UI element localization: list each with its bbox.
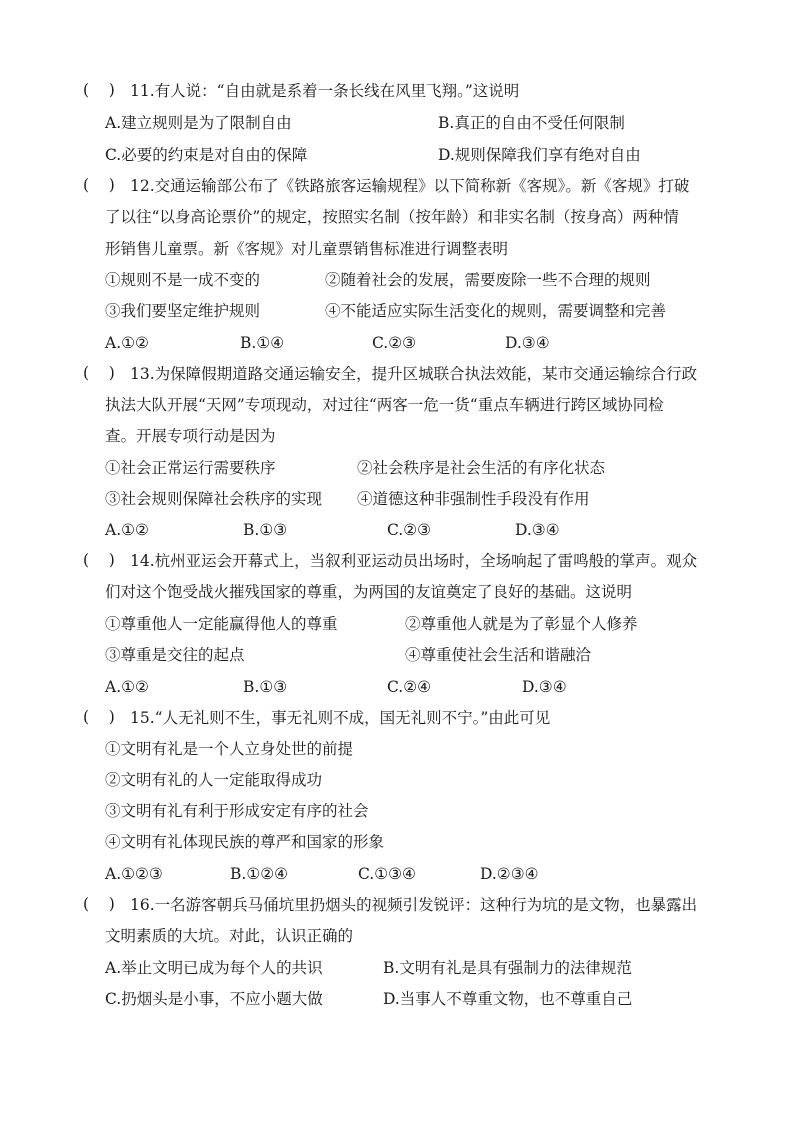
answer-paren: ( ) (83, 895, 115, 913)
option-a: A.建立规则是为了限制自由 (105, 114, 292, 132)
option-b: B.①③ (243, 521, 288, 539)
question-stem: 13.为保障假期道路交通运输安全，提升区城联合执法效能，某市交通运输综合行政 (130, 365, 698, 383)
answer-paren: ( ) (83, 364, 115, 382)
statement-1: ①尊重他人一定能赢得他人的尊重 (105, 615, 338, 633)
option-b: B.真正的自由不受任何限制 (438, 114, 625, 132)
option-b: B.①③ (243, 678, 288, 696)
option-a: A.举止文明已成为每个人的共识 (105, 959, 323, 977)
question-stem: 执法大队开展“天网”专项现动，对过往“两客一危一货“重点车辆进行跨区域协同检 (105, 396, 664, 414)
question-stem: 16.一名游客朝兵马俑坑里扔烟头的视频引发锐评：这种行为坑的是文物，也暴露出 (130, 896, 698, 914)
answer-paren: ( ) (83, 708, 115, 726)
option-c: C.②③ (387, 521, 432, 539)
question-stem: 14.杭州亚运会开幕式上，当叙利亚运动员出场时，全场响起了雷鸣般的掌声。观众 (130, 552, 698, 570)
option-a: A.①② (105, 334, 149, 352)
statement-3: ③社会规则保障社会秩序的实现 (105, 490, 323, 508)
statement-2: ②尊重他人就是为了彰显个人修养 (405, 615, 638, 633)
statement-2: ②随着社会的发展，需要废除一些不合理的规则 (325, 271, 651, 289)
question-stem: 12.交通运输部公布了《铁路旅客运输规程》以下简称新《客规》。新《客规》打破 (130, 177, 690, 195)
option-a: A.①②③ (105, 865, 163, 883)
statement-4: ④文明有礼体现民族的尊严和国家的形象 (105, 833, 385, 851)
question-stem: 形销售儿童票。新《客规》对儿童票销售标准进行调整表明 (105, 240, 509, 258)
option-c: C.②④ (387, 678, 432, 696)
option-d: D.规则保障我们享有绝对自由 (438, 146, 641, 164)
statement-1: ①社会正常运行需要秩序 (105, 459, 276, 477)
statement-3: ③尊重是交往的起点 (105, 646, 245, 664)
option-c: C.必要的约束是对自由的保障 (105, 146, 308, 164)
question-stem: 文明素质的大坑。对此，认识正确的 (105, 927, 354, 945)
question-stem: 查。开展专项行动是因为 (105, 427, 276, 445)
question-stem: 11.有人说：“自由就是系着一条长线在风里飞翔。”这说明 (130, 82, 520, 100)
statement-4: ④道德这种非强制性手段没有作用 (357, 490, 590, 508)
option-b: B.①④ (240, 334, 285, 352)
answer-paren: ( ) (83, 81, 115, 99)
option-d: D.③④ (522, 678, 567, 696)
statement-4: ④不能适应实际生活变化的规则，需要调整和完善 (325, 302, 667, 320)
option-c: C.①③④ (358, 865, 416, 883)
option-c: C.扔烟头是小事，不应小题大做 (105, 990, 323, 1008)
statement-2: ②社会秩序是社会生活的有序化状态 (357, 459, 606, 477)
option-d: D.③④ (505, 334, 550, 352)
answer-paren: ( ) (83, 176, 115, 194)
question-stem: 们对这个饱受战火摧残国家的尊重，为两国的友谊奠定了良好的基础。这说明 (105, 583, 633, 601)
statement-1: ①规则不是一成不变的 (105, 271, 261, 289)
option-a: A.①② (105, 521, 149, 539)
question-stem: 了以往“以身高论票价”的规定，按照实名制（按年龄）和非实名制（按身高）两种情 (105, 208, 679, 226)
statement-3: ③文明有礼有利于形成安定有序的社会 (105, 802, 369, 820)
statement-2: ②文明有礼的人一定能取得成功 (105, 771, 323, 789)
answer-paren: ( ) (83, 551, 115, 569)
option-b: B.文明有礼是具有强制力的法律规范 (383, 959, 632, 977)
question-stem: 15.“人无礼则不生，事无礼则不成，国无礼则不宁。”由此可见 (130, 709, 551, 727)
statement-1: ①文明有礼是一个人立身处世的前提 (105, 740, 354, 758)
statement-4: ④尊重使社会生活和谐融洽 (405, 646, 592, 664)
statement-3: ③我们要坚定维护规则 (105, 302, 261, 320)
option-b: B.①②④ (230, 865, 289, 883)
option-d: D.③④ (515, 521, 560, 539)
option-d: D.②③④ (480, 865, 539, 883)
option-c: C.②③ (372, 334, 417, 352)
option-a: A.①② (105, 678, 149, 696)
option-d: D.当事人不尊重文物，也不尊重自己 (383, 990, 633, 1008)
